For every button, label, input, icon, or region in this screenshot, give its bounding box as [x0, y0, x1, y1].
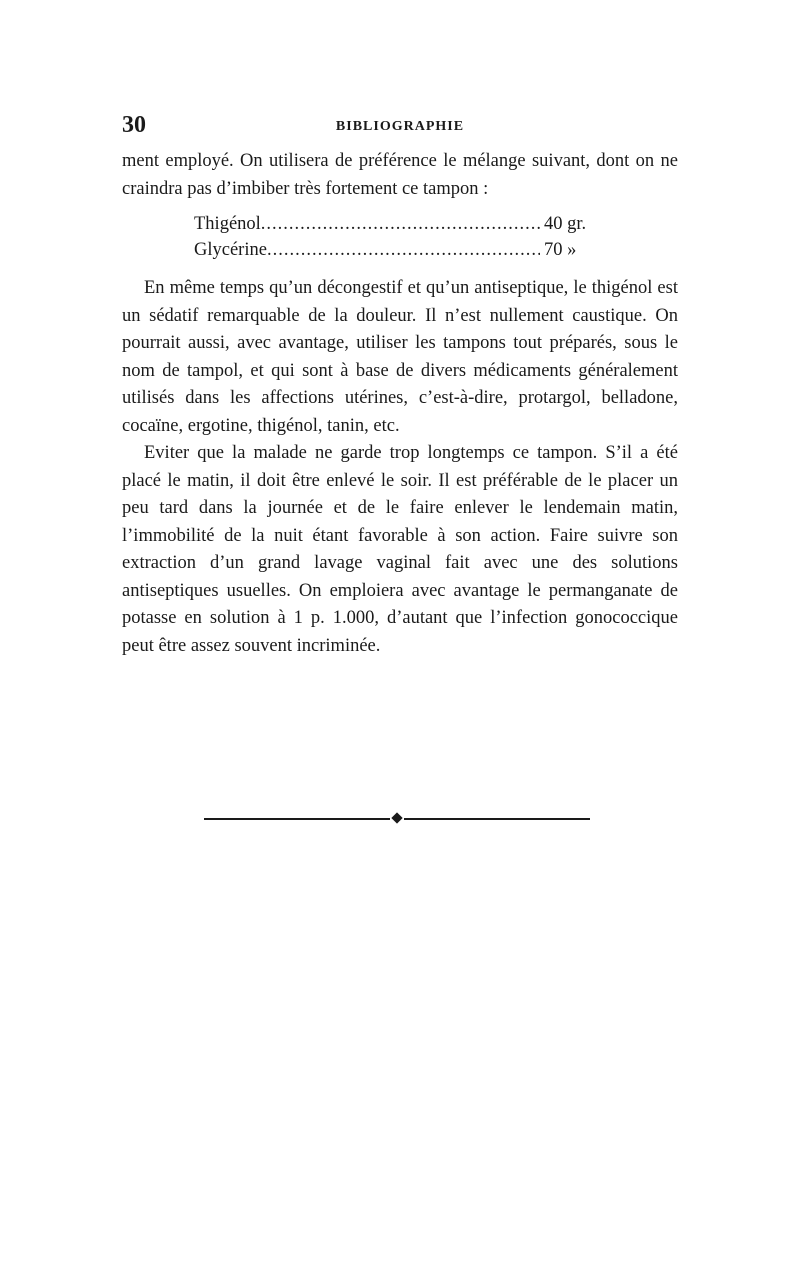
- dot-leader: [267, 237, 540, 263]
- ingredient-name: Thigénol: [194, 214, 261, 234]
- formula-list: [194, 211, 592, 263]
- ingredient-quantity: 70 »: [544, 240, 577, 260]
- paragraph-continuation: ment employé. On utilisera de préférence le mélange suivant, dont on ne craindra pas d’imbiber très fortement ce tampon :: [122, 151, 678, 199]
- formula-row: [194, 211, 592, 237]
- section-end-ornament: [204, 813, 590, 825]
- formula-row: [194, 237, 592, 263]
- ingredient-name: Glycérine: [194, 240, 267, 260]
- paragraph: En même temps qu’un décongestif et qu’un antiseptique, le thigénol est un sédatif remarquable de la douleur. Il n’est nullement caustique. On pourrait aussi, avec avantage, utiliser les tampons tout préparés, sous le nom de tampol, et qui sont à base de divers médicaments généralement utilisés dans les affections utérines, c’est-à-dire, protargol, belladone, cocaïne, ergotine, thigénol, tanin, etc.: [122, 278, 678, 436]
- ingredient-quantity: 40 gr.: [544, 214, 587, 234]
- ornament-rule-right: [404, 818, 590, 820]
- dot-leader: [261, 211, 540, 237]
- page-header: [122, 108, 678, 142]
- diamond-icon: [391, 812, 402, 823]
- paragraph: Eviter que la malade ne garde trop longtemps ce tampon. S’il a été placé le matin, il doit être enlevé le soir. Il est préférable de le placer un peu tard dans la journée et de le faire enlever le lendemain matin, l’immobilité de la nuit étant favorable à son action. Faire suivre son extraction d’un grand lavage vaginal fait avec une des solutions antiseptiques usuelles. On emploiera avec avantage le permanganate de potasse en solution à 1 p. 1.000, d’autant que l’infection gonococcique peut être assez souvent incriminée.: [122, 443, 678, 656]
- body-text: [122, 148, 678, 660]
- running-head: BIBLIOGRAPHIE: [335, 119, 465, 134]
- page-number: 30: [122, 112, 146, 138]
- ornament-rule-left: [204, 818, 390, 820]
